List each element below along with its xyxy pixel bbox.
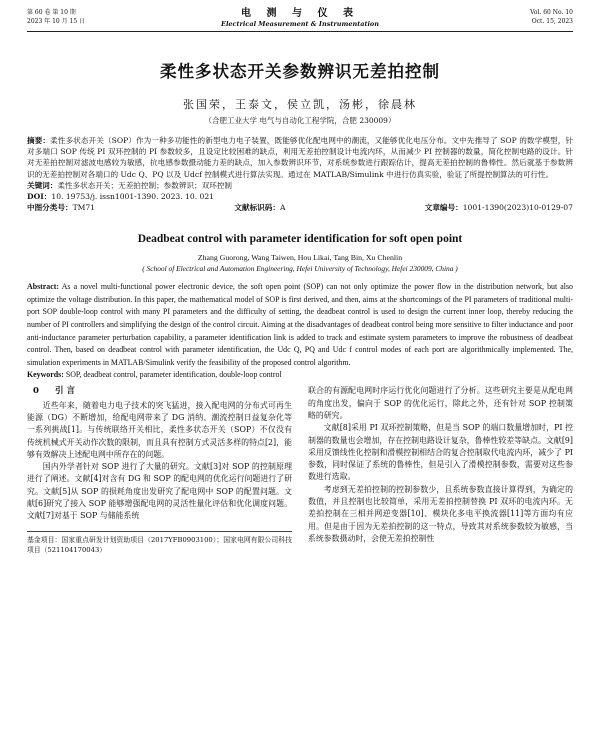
right-paragraph-1: 联合的有源配电网时序运行优化问题进行了分析。这些研究主要是从配电网的角度出发，偏向于 SOP 的优化运行，除此之外，还有针对 SOP 控制策略的研究。 — [308, 386, 573, 420]
right-column — [308, 385, 573, 554]
clc-label: 中图分类号： — [27, 203, 73, 213]
doc-code-value: A — [279, 203, 286, 213]
volume-issue-en: Vol. 60 No. 10 — [530, 9, 573, 16]
authors-cn: 张国荣，王泰文，侯立凯，汤彬，徐晨林 — [183, 98, 417, 111]
affiliation-en: ( School of Electrical and Automation Engineering, Hefei University of Technology, Hefei 230009, China ) — [142, 264, 458, 274]
title-cn: 柔性多状态开关参数辨识无差拍控制 — [160, 62, 440, 81]
clc-value: TM71 — [72, 203, 96, 213]
doi-label: DOI： — [27, 192, 52, 202]
keywords-cn — [27, 180, 573, 191]
classification-row — [27, 202, 573, 213]
abstract-text-en: As a novel multi-functional power electronic device, the soft open point (SOP) can not only optimize the power flow in the distribution network, but also optimize the voltage distribution. In this paper, the mathematical model of SOP is first derived, and then, aims at the shortcomings of the PI parameters of traditional multi-port SOP double-loop control with many PI parameters and the difficulty of setting, the deadbeat control is used to design the current inner loop, thereby reducing the number of PI controllers and simplifying the design of the control circuit. Aiming at the disadvantages of deadbeat control being more sensitive to filter inductance and poor anti-inductance parameter perturbation capability, a parameter identification link is added to track and estimate system parameters to improve the robustness of deadbeat control. Then, based on deadbeat control with parameter identification, the Udc Q, PQ and Udc f control modes of each port are algorithmically implemented. The, simulation experiments in MATLAB/Simulink verify the feasibility of the proposed control algorithm. — [27, 282, 573, 367]
section-number: 0 — [33, 386, 39, 397]
keywords-text-cn: 柔性多状态开关；无差拍控制；参数辨识；双环控制 — [57, 180, 233, 190]
intro-paragraph-1: 近些年来，随着电力电子技术的突飞猛进，接入配电网的分布式可再生能源（DG）不断增加，给配电网带来了 DG 消纳、潮流控制日益复杂化等一系列挑战[1]。与传统联络开关相比，柔性多状态开关（SOP）不仅没有传统机械式开关动作次数的限制，而且具有控制方式灵活多样的特点[2]，能够有效解决上述配电网中所存在的问题。 — [27, 400, 292, 459]
abstract-text-cn: 柔性多状态开关（SOP）作为一种多功能性的新型电力电子装置，既能够优化配电网中的潮流，又能够优化电压分布。文中先推导了 SOP 的数学模型，针对多端口 SOP 传统 PI 双环控制的 PI 参数较多，且设定比较困难的缺点，利用无差拍控制设计电流内环，从而减少 PI 控制器的数量，简化控制电路的设计。针对无差拍控制对滤波电感较为敏感，抗电感参数摄动能力差的缺点，加入参数辨识环节，对系统参数进行跟踪估计，提高无差拍控制的鲁棒性。然后就基于参数辨识的无差拍控制对各端口的 Udc Q、PQ 以及 Udcf 控制模式进行算法实现。通过在 MATLAB/Simulink 中进行仿真实验，验证了所提控制算法的可行性。 — [27, 136, 573, 179]
keywords-label-cn: 关键词： — [27, 180, 58, 190]
date-cn: 2023 年 10 月 15 日 — [27, 18, 86, 25]
keywords-en — [27, 369, 573, 381]
intro-paragraph-2: 国内外学者针对 SOP 进行了大量的研究。文献[3]对 SOP 的控制原理进行了阐述。文献[4]对含有 DG 和 SOP 的配电网的优化运行问题进行了研究。文献[5]从 SOP 的损耗角度出发研究了配电网中 SOP 的配置问题。文献[6]研究了接入 SOP 能够增强配电网的灵活性量化评估和优化调度问题。文献[7]对基于 SOP 与储能系统 — [27, 462, 292, 521]
journal-name-en: Electrical Measurement & Instrumentation — [220, 20, 379, 28]
section-title: 引 言 — [55, 386, 75, 397]
volume-issue-cn: 第 60 卷 第 10 期 — [27, 9, 76, 16]
affiliation-cn: （合肥工业大学 电气与自动化工程学院，合肥 230009） — [204, 116, 396, 125]
keywords-label-en: Keywords: — [27, 370, 64, 380]
abstract-cn — [27, 135, 573, 180]
date-en: Oct. 15, 2023 — [531, 18, 573, 25]
abstract-label-cn: 摘要： — [27, 136, 51, 145]
journal-name-cn: 电 测 与 仪 表 — [241, 8, 359, 19]
doc-code-label: 文献标识码： — [234, 203, 280, 213]
keywords-text-en: SOP, deadbeat control, parameter identification, double-loop control — [65, 370, 282, 380]
abstract-label-en: Abstract: — [27, 282, 59, 292]
doi-value[interactable]: 10. 19753/j. issn1001-1390. 2023. 10. 021 — [51, 192, 215, 202]
right-paragraph-2: 文献[8]采用 PI 双环控制策略，但是当 SOP 的端口数量增加时，PI 控制器的数量也会增加，存在控制电路设计复杂，鲁棒性较差等缺点。文献[9]采用反馈线性化控制和滑模控制相结合的复合控制取代电流内环，减少了 PI 参数，同时保证了系统的鲁棒性，但是引入了滑模控制参数，需要对这些参数进行选取。 — [308, 423, 573, 482]
journal-header — [27, 8, 573, 29]
left-column — [27, 385, 292, 554]
doi-line — [27, 191, 573, 202]
abstract-en — [27, 281, 573, 369]
title-en: Deadbeat control with parameter identification for soft open point — [137, 233, 463, 246]
authors-en: Zhang Guorong, Wang Taiwen, Hou Likai, Tang Bin, Xu Chenlin — [197, 253, 403, 263]
section-heading — [27, 385, 292, 397]
right-paragraph-3: 考虑到无差拍控制的控制参数少，且系统参数直接计算得到，为确定的数值，并且控制也比较简单，采用无差拍控制替换 PI 双环的电流内环。无差拍控制在三相并网逆变器[10]、模块化多电平换流器[11]等方面均有应用。但是由于因为无差拍控制的这一特点，导致其对系统参数较为敏感，当系统参数摄动时，会使无差拍控制性 — [308, 484, 573, 543]
body-columns — [27, 385, 573, 554]
funding-note: 基金项目：国家重点研发计划资助项目（2017YFB0903100）；国家电网有限公司科技项目（521104170043） — [27, 531, 292, 555]
article-no-label: 文章编号： — [424, 203, 463, 213]
article-no-value: 1001-1390(2023)10-0129-07 — [462, 203, 573, 213]
header-rule — [27, 31, 573, 32]
